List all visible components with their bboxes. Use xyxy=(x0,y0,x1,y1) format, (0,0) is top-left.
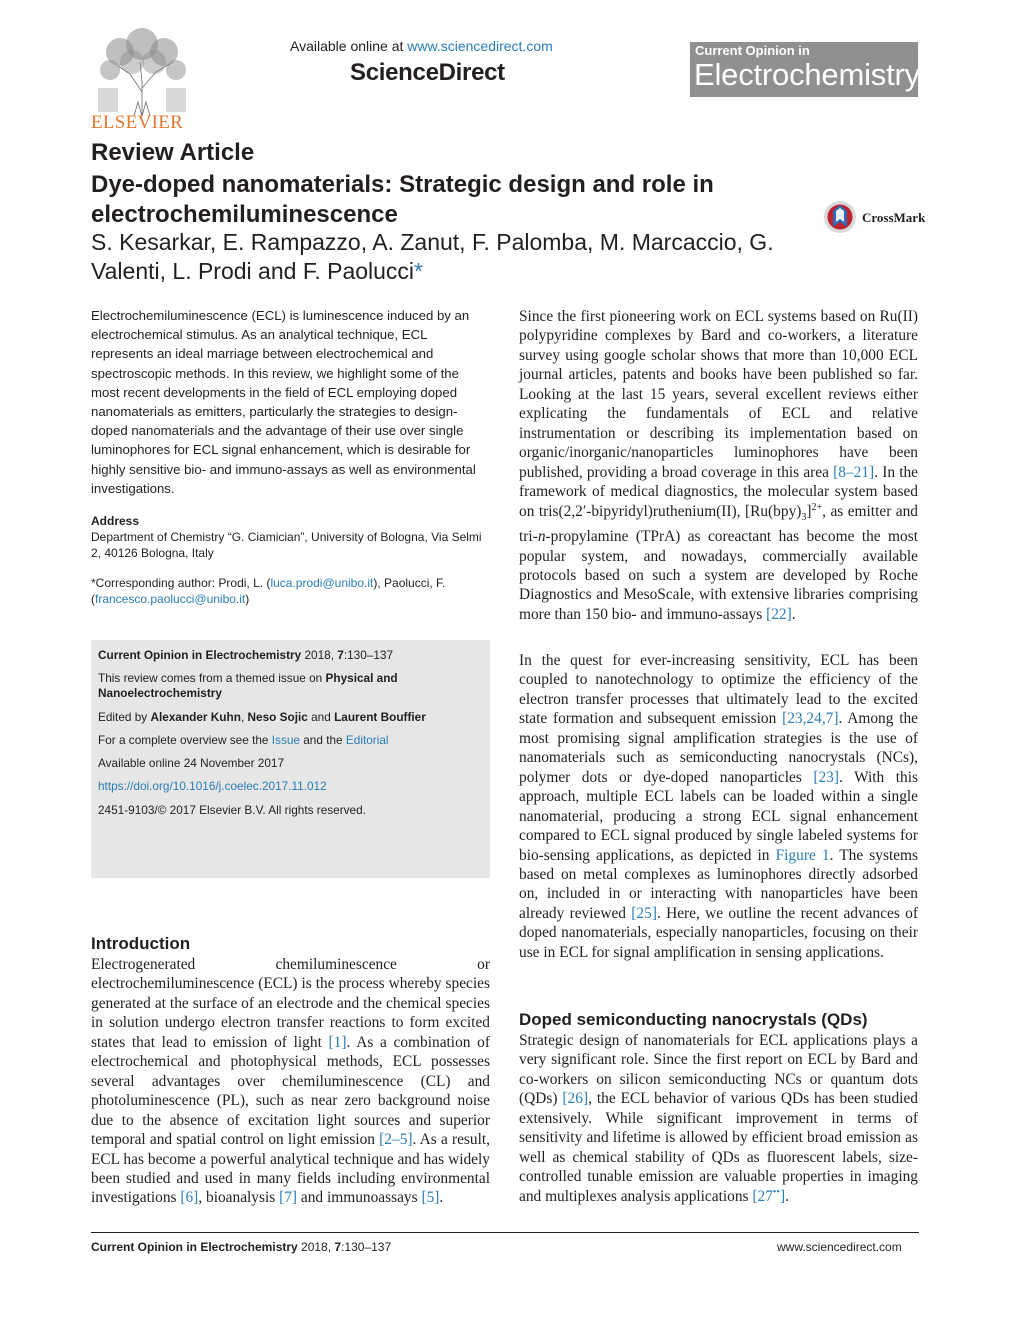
ref-26-link[interactable]: [26] xyxy=(562,1090,589,1108)
journal-banner xyxy=(690,42,918,97)
editor-bouffier: Laurent Bouffier xyxy=(334,710,426,724)
journal-banner-top: Current Opinion in xyxy=(695,43,810,58)
crossmark-badge[interactable] xyxy=(822,200,926,234)
sens-text-2: . Among the most promising signal amplification strategies is the use of nanomaterials such as semiconducting nanocrystals (NCs), polymer dots or dye-doped nanoparticles xyxy=(519,710,918,786)
ref-27-significance-mark: •• xyxy=(772,1186,780,1198)
publisher-name: ELSEVIER xyxy=(91,112,184,133)
author-list xyxy=(91,228,821,286)
corresponding-author-mark[interactable]: * xyxy=(414,258,423,284)
info-copyright: 2451-9103/© 2017 Elsevier B.V. All rights reserved. xyxy=(98,803,366,817)
italic-n: n xyxy=(537,528,546,546)
edited-prefix: Edited by xyxy=(98,710,151,724)
footer-pages: :130–137 xyxy=(341,1240,392,1254)
info-editors xyxy=(98,710,486,725)
intro-text-1: Electrogenerated chemiluminescence or electrochemiluminescence (ECL) is the process whereby species generated at the surface of an electrode and the chemical species in solution undergo electron transfer reactions to form excited states that lead to emission of light xyxy=(91,956,490,1051)
ref-7-link[interactable]: [7] xyxy=(279,1189,298,1207)
dsn-text-2: , the ECL behavior of various QDs has been studied extensively. While significant improvement in terms of sensitivity and lifetime is allowed by efficient broad emission as well as chemical stability of QDs as fluorescent labels, size-controlled tunable emission are valuable properties in imaging and multiplexes analysis applications xyxy=(519,1090,918,1205)
abstract: Electrochemiluminescence (ECL) is luminescence induced by an electrochemical stimulus. As an analytical technique, ECL represents an ideal marriage between electrochemical and spectroscopic methods. In this review, we highlight some of the most recent developments in the field of ECL employing doped nanomaterials as emitters, particularly the strategies to design-doped nanomaterials and the advantage of their use over single luminophores for ECL signal enhancement, which is desirable for highly sensitive bio- and immuno-assays as well as environmental investigations. xyxy=(91,308,476,496)
info-doi xyxy=(98,779,486,794)
sens-text-3: . With this approach, multiple ECL labels can be loaded within a single nanomaterial, producing a strong ECL signal enhancement compared to ECL signal produced by single labeled systems for bio-sensing applications, as depicted in xyxy=(519,768,918,864)
corr-middle: ), Paolucci, F. ( xyxy=(91,576,446,606)
info-themed-issue xyxy=(98,671,486,701)
intro-text-3: . As a result, ECL has become a powerful analytical technique and has widely been studied and used in many fields including environmental investigations xyxy=(91,1131,490,1207)
ref-2-5-link[interactable]: [2–5] xyxy=(379,1131,413,1149)
history-text-1: Since the first pioneering work on ECL systems based on Ru(II) polypyridine complexes by Bard and co-workers, a literature survey using google scholar shows that more than 10,000 ECL journal articles, patents and books have been published so far. Looking at the last 15 years, several excellent reviews either explicating the fundamentals of ECL and relative instrumentation or describing its implementation based on organic/inorganic/nanoparticles luminophores have been published, providing a broad coverage in this area xyxy=(519,308,918,481)
history-text-5: -propylamine (TPrA) as coreactant has become the most popular system, and nowadays, commercially available protocols based on such a system are developed by Roche Diagnostics and MesoScale, with extensive libraries comprising more than 150 bio- and immuno-assays xyxy=(519,528,918,623)
dsn-text-1: Strategic design of nanomaterials for ECL applications plays a very significant role. Since the first report on ECL by Bard and co-workers on silicon semiconducting NCs or quantum dots (QDs) xyxy=(519,1032,918,1108)
ref-1-link[interactable]: [1] xyxy=(328,1033,347,1051)
ref-23-24-7-link[interactable]: [23,24,7] xyxy=(782,710,839,728)
ref-23-link[interactable]: [23] xyxy=(813,768,839,786)
info-available-online: Available online 24 November 2017 xyxy=(98,756,285,770)
history-text-6: . xyxy=(791,605,796,623)
address-heading: Address xyxy=(91,514,140,528)
sens-text-5: . Here, we outline the recent advances of doped nanomaterials, especially nanoparticles, focusing on their use in ECL for signal amplification in sensing applications. xyxy=(519,904,918,961)
editor-kuhn: Alexander Kuhn xyxy=(150,710,241,724)
ref-8-21-link[interactable]: [8–21] xyxy=(833,463,875,481)
history-text-4: , as emitter and tri- xyxy=(519,502,918,546)
corr-suffix: ) xyxy=(245,592,250,606)
history-paragraph xyxy=(519,307,918,624)
sciencedirect-link[interactable]: www.sciencedirect.com xyxy=(407,38,553,54)
journal-banner-main: Electrochemistry xyxy=(694,57,920,92)
corr-prefix: *Corresponding author: Prodi, L. ( xyxy=(91,576,271,590)
corresponding-author-note xyxy=(91,575,491,607)
info-pages: :130–137 xyxy=(343,648,394,662)
subscript-3: 3 xyxy=(801,511,807,523)
themed-prefix: This review comes from a themed issue on xyxy=(98,671,326,685)
sensitivity-paragraph xyxy=(519,651,918,962)
ref-27-number: [27 xyxy=(752,1187,773,1205)
article-type: Review Article xyxy=(91,139,255,166)
editor-sojic: Neso Sojic xyxy=(247,710,308,724)
info-journal-name: Current Opinion in Electrochemistry xyxy=(98,648,302,662)
superscript-2plus: 2+ xyxy=(811,501,823,513)
sciencedirect-wordmark: ScienceDirect xyxy=(350,59,505,86)
info-year: 2018, xyxy=(301,648,338,662)
address-text: Department of Chemistry “G. Ciamician”, University of Bologna, Via Selmi 2, 40126 Bologna, Italy xyxy=(91,530,482,560)
email-prodi-link[interactable]: luca.prodi@unibo.it xyxy=(270,576,374,590)
email-paolucci-link[interactable]: francesco.paolucci@unibo.it xyxy=(95,592,246,606)
footer-volume: 7 xyxy=(334,1240,342,1254)
figure-1-link[interactable]: Figure 1 xyxy=(775,846,830,864)
info-volume: 7 xyxy=(337,648,344,662)
doped-nanocrystals-heading: Doped semiconducting nanocrystals (QDs) xyxy=(519,1010,868,1029)
footer-citation xyxy=(91,1240,391,1254)
available-online-label: Available online at xyxy=(290,38,408,54)
available-online-line xyxy=(290,38,553,54)
authors-text: S. Kesarkar, E. Rampazzo, A. Zanut, F. Palomba, M. Marcaccio, G. Valenti, L. Prodi and F. Paolucci xyxy=(91,229,774,284)
intro-text-5: and immunoassays xyxy=(297,1189,422,1207)
overview-prefix: For a complete overview see the xyxy=(98,733,272,747)
crossmark-icon xyxy=(822,200,858,234)
issue-link[interactable]: Issue xyxy=(271,733,300,747)
history-text-2: . In the framework of medical diagnostics, the molecular system based on tris(2,2′-bipyridyl)ruthenium(II), [Ru(bpy) xyxy=(519,463,918,520)
info-overview xyxy=(98,733,486,748)
doped-nanocrystals-paragraph xyxy=(519,1031,918,1206)
ref-25-link[interactable]: [25] xyxy=(631,904,657,922)
ref-27-link[interactable] xyxy=(752,1188,785,1205)
info-citation xyxy=(98,648,486,663)
footer-divider xyxy=(91,1232,919,1233)
history-text-3: ] xyxy=(806,502,812,520)
ref-22-link[interactable]: [22] xyxy=(766,605,792,623)
dsn-text-3: . xyxy=(785,1187,789,1205)
introduction-paragraph xyxy=(91,955,490,1208)
footer-journal: Current Opinion in Electrochemistry xyxy=(91,1240,298,1254)
crossmark-label: CrossMark xyxy=(862,210,926,225)
article-title: Dye-doped nanomaterials: Strategic design and role in electrochemiluminescence xyxy=(91,171,714,228)
editor-separator: , xyxy=(240,710,248,724)
article-info-box xyxy=(91,640,490,878)
editor-and: and xyxy=(307,710,335,724)
intro-text-2: . As a combination of electrochemical and photophysical methods, ECL possesses several advantages over chemiluminescence (CL) and photoluminescence (PL), such as near zero background noise due to the absence of excitation light sources and superior temporal and spatial control on light emission xyxy=(91,1033,490,1149)
doi-link[interactable]: https://doi.org/10.1016/j.coelec.2017.11.012 xyxy=(98,779,327,793)
sens-text-1: In the quest for ever-increasing sensitivity, ECL has been coupled to nanotechnology to optimize the efficiency of the electron transfer processes that ultimately lead to the excited state formation and subsequent emission xyxy=(519,652,918,728)
themed-issue-name: Physical and Nanoelectrochemistry xyxy=(98,671,398,700)
intro-text-4: , bioanalysis xyxy=(198,1189,280,1207)
ref-6-link[interactable]: [6] xyxy=(180,1189,199,1207)
footer-year: 2018, xyxy=(297,1240,335,1254)
editorial-link[interactable]: Editorial xyxy=(345,733,389,747)
introduction-heading: Introduction xyxy=(91,934,191,953)
overview-mid: and the xyxy=(299,733,346,747)
footer-url[interactable]: www.sciencedirect.com xyxy=(777,1240,902,1254)
intro-text-6: . xyxy=(439,1189,444,1207)
ref-27-close: ] xyxy=(779,1187,786,1205)
sens-text-4: . The systems based on metal complexes as luminophores directly adsorbed on, included in or interacting with nanoparticles have been already reviewed xyxy=(519,846,919,922)
ref-5-link[interactable]: [5] xyxy=(421,1189,440,1207)
